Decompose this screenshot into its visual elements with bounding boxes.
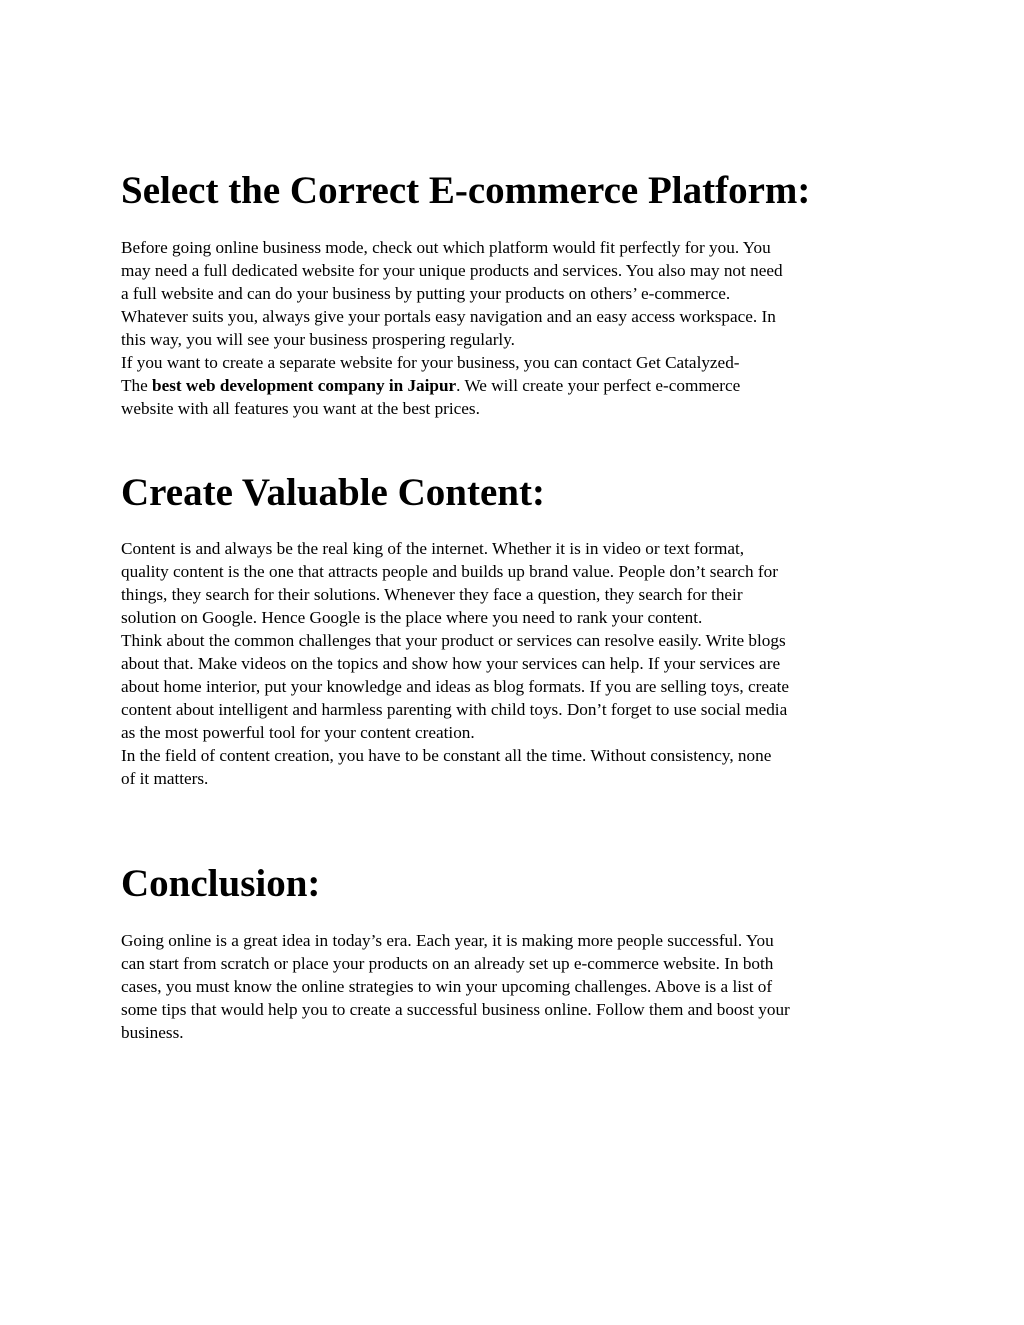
body-line: solution on Google. Hence Google is the place where you need to rank your content. bbox=[121, 608, 703, 627]
body-line: some tips that would help you to create a successful business online. Follow them and boost your bbox=[121, 1000, 790, 1019]
body-line: Whatever suits you, always give your portals easy navigation and an easy access workspace. In bbox=[121, 307, 776, 326]
body-line: If you want to create a separate website for your business, you can contact Get Catalyzed- bbox=[121, 353, 740, 372]
body-line: this way, you will see your business prospering regularly. bbox=[121, 330, 515, 349]
company-link-text[interactable]: best web development company in Jaipur bbox=[152, 376, 457, 395]
body-line: of it matters. bbox=[121, 769, 209, 788]
section-body-ecommerce-platform bbox=[121, 236, 911, 420]
body-line: about home interior, put your knowledge and ideas as blog formats. If you are selling toys, create bbox=[121, 677, 790, 696]
link-line-suffix: . We will create your perfect e-commerce bbox=[456, 376, 741, 395]
body-line: can start from scratch or place your products on an already set up e-commerce website. In both bbox=[121, 954, 774, 973]
body-line: business. bbox=[121, 1023, 184, 1042]
section-heading-ecommerce-platform: Select the Correct E-commerce Platform: bbox=[121, 169, 811, 212]
body-line: about that. Make videos on the topics and show how your services can help. If your services are bbox=[121, 654, 781, 673]
body-line: website with all features you want at the best prices. bbox=[121, 399, 480, 418]
link-line-prefix: The bbox=[121, 376, 153, 395]
body-line: things, they search for their solutions. Whenever they face a question, they search for their bbox=[121, 585, 743, 604]
body-line: In the field of content creation, you have to be constant all the time. Without consistency, none bbox=[121, 746, 772, 765]
body-line: Think about the common challenges that your product or services can resolve easily. Write blogs bbox=[121, 631, 786, 650]
body-line-with-link bbox=[121, 374, 911, 397]
body-line: Before going online business mode, check out which platform would fit perfectly for you. You bbox=[121, 238, 771, 257]
section-heading-conclusion: Conclusion: bbox=[121, 862, 321, 905]
body-line: as the most powerful tool for your content creation. bbox=[121, 723, 475, 742]
body-line: cases, you must know the online strategies to win your upcoming challenges. Above is a list of bbox=[121, 977, 773, 996]
body-line: Going online is a great idea in today’s era. Each year, it is making more people successful. You bbox=[121, 931, 774, 950]
body-line: Content is and always be the real king of the internet. Whether it is in video or text format, bbox=[121, 539, 745, 558]
body-line: content about intelligent and harmless parenting with child toys. Don’t forget to use social media bbox=[121, 700, 788, 719]
section-body-valuable-content bbox=[121, 537, 911, 790]
section-body-conclusion bbox=[121, 929, 911, 1044]
body-line: may need a full dedicated website for your unique products and services. You also may not need bbox=[121, 261, 783, 280]
body-line: a full website and can do your business by putting your products on others’ e-commerce. bbox=[121, 284, 731, 303]
section-heading-valuable-content: Create Valuable Content: bbox=[121, 471, 545, 514]
body-line: quality content is the one that attracts people and builds up brand value. People don’t search for bbox=[121, 562, 778, 581]
